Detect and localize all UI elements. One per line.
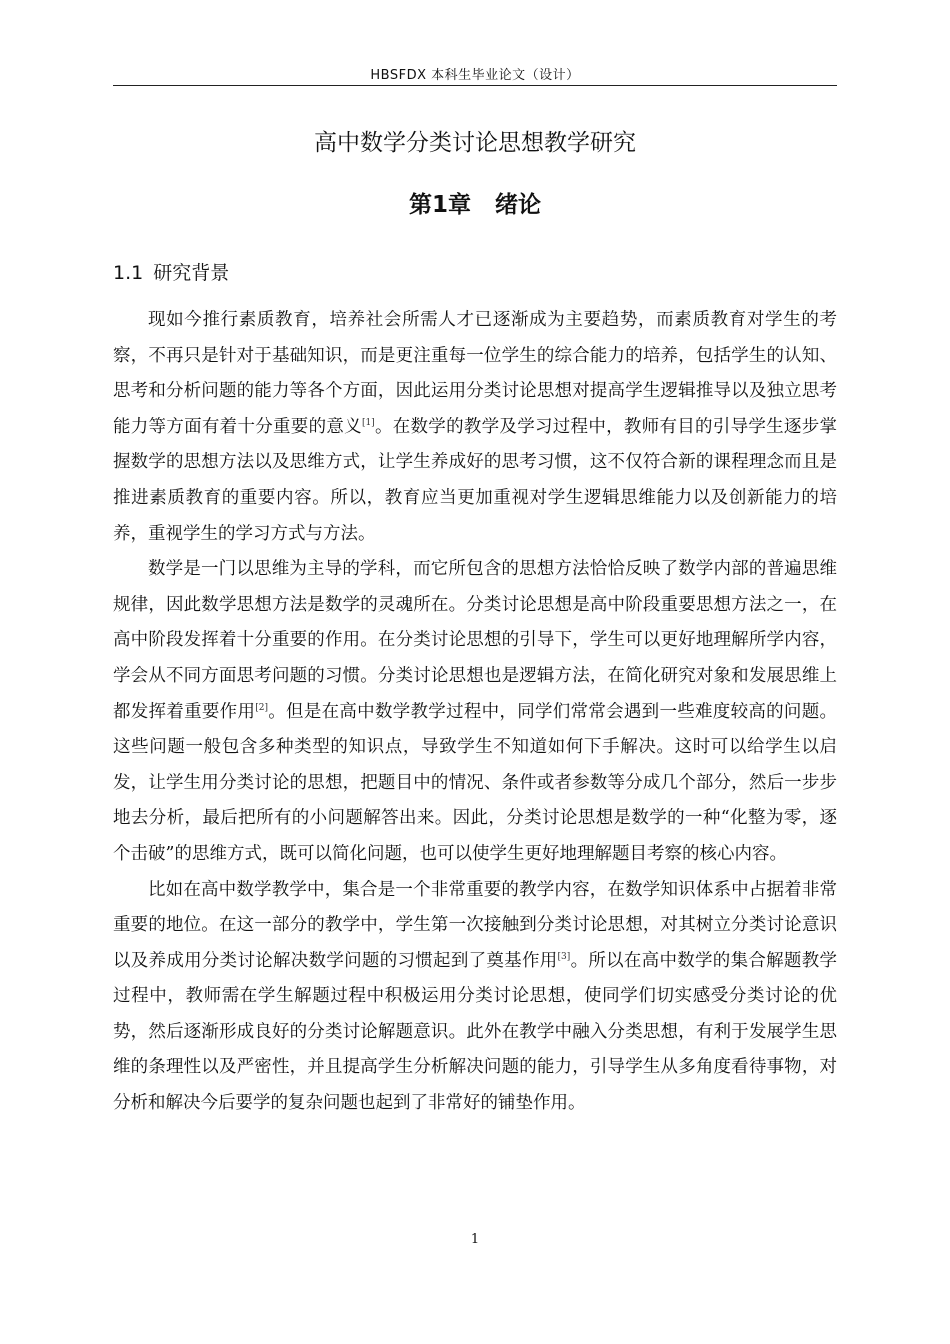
paragraph-text: 比如在高中数学教学中，集合是一个非常重要的教学内容，在数学知识体系中占据着非常重要的地位。在这一部分的教学中，学生第一次接触到分类讨论思想，对其树立分类讨论意识以及养成用分类讨论解决数学问题的习惯起到了奠基作用 (113, 879, 837, 971)
citation-ref: [2] (255, 702, 268, 713)
paragraph-text: 。但是在高中数学教学过程中，同学们常常会遇到一些难度较高的问题。这些问题一般包含多种类型的知识点，导致学生不知道如何下手解决。这时可以给学生以启发，让学生用分类讨论的思想，把题目中的情况、条件或者参数等分成几个部分，然后一步步地去分析，最后把所有的小问题解答出来。因此，分类讨论思想是数学的一种“化整为零，逐个击破”的思维方式，既可以简化问题，也可以使学生更好地理解题目考察的核心内容。 (113, 701, 837, 864)
paragraph-2 (113, 552, 837, 872)
paragraph-text: 现如今推行素质教育，培养社会所需人才已逐渐成为主要趋势，而素质教育对学生的考察，不再只是针对于基础知识，而是更注重每一位学生的综合能力的培养，包括学生的认知、思考和分析问题的能力等各个方面，因此运用分类讨论思想对提高学生逻辑推导以及独立思考能力等方面有着十分重要的意义 (113, 310, 837, 437)
section-name: 研究背景 (153, 262, 230, 284)
page-number: 1 (470, 1232, 480, 1247)
chapter-number: 第1章 (408, 192, 471, 218)
chapter-heading (113, 186, 837, 219)
section-heading (113, 258, 229, 285)
paragraph-1 (113, 303, 837, 552)
paragraph-3 (113, 873, 837, 1122)
citation-ref: [1] (361, 417, 375, 428)
citation-ref: [3] (557, 951, 571, 962)
running-header: HBSFDX 本科生毕业论文（设计） (370, 68, 580, 83)
paragraph-text: 数学是一门以思维为主导的学科，而它所包含的思想方法恰恰反映了数学内部的普遍思维规律，因此数学思想方法是数学的灵魂所在。分类讨论思想是高中阶段重要思想方法之一，在高中阶段发挥着十分重要的作用。在分类讨论思想的引导下，学生可以更好地理解所学内容，学会从不同方面思考问题的习惯。分类讨论思想也是逻辑方法，在简化研究对象和发展思维上都发挥着重要作用 (113, 559, 837, 722)
paper-title: 高中数学分类讨论思想教学研究 (314, 130, 636, 156)
body-text (113, 303, 837, 1122)
paragraph-text: 。在数学的教学及学习过程中，教师有目的引导学生逐步掌握数学的思想方法以及思维方式，让学生养成好的思考习惯，这不仅符合新的课程理念而且是推进素质教育的重要内容。所以，教育应当更加重视对学生逻辑思维能力以及创新能力的培养，重视学生的学习方式与方法。 (113, 416, 837, 544)
section-number: 1.1 (113, 262, 144, 284)
paragraph-text: 。所以在高中数学的集合解题教学过程中，教师需在学生解题过程中积极运用分类讨论思想，使同学们切实感受分类讨论的优势，然后逐渐形成良好的分类讨论解题意识。此外在教学中融入分类思想，有利于发展学生思维的条理性以及严密性，并且提高学生分析解决问题的能力，引导学生从多角度看待事物，对分析和解决今后要学的复杂问题也起到了非常好的铺垫作用。 (113, 950, 837, 1114)
chapter-name: 绪论 (495, 192, 541, 218)
header-rule (113, 85, 837, 86)
